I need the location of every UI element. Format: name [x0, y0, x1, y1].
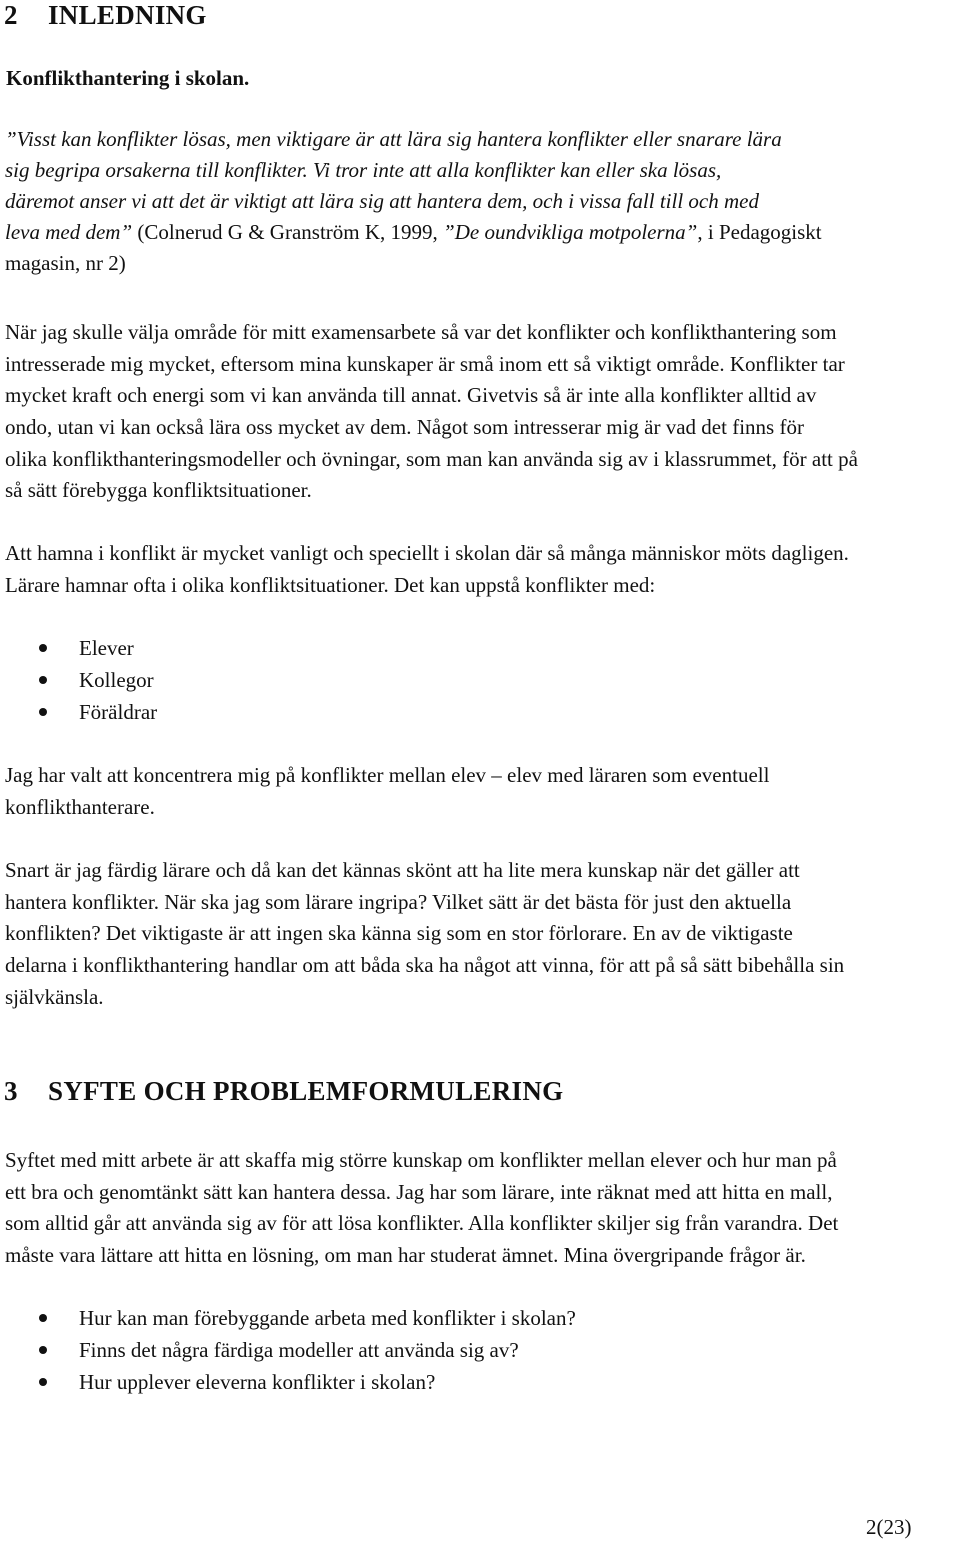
text-line: Jag har valt att koncentrera mig på konflikter mellan elev – elev med läraren som eventuell	[5, 763, 770, 787]
bullet-icon	[39, 708, 47, 716]
section-title: INLEDNING	[48, 0, 207, 30]
text-line: mycket kraft och energi som vi kan använda till annat. Givetvis så är inte alla konflikter alltid av	[5, 383, 817, 408]
conflict-parties-list	[0, 632, 157, 728]
quote-text-italic: däremot anser vi att det är viktigt att lära sig att hantera dem, och i vissa fall till och med	[5, 189, 759, 213]
text-line: hantera konflikter. När ska jag som lärare ingripa? Vilket sätt är det bästa för just den aktuella	[5, 889, 792, 914]
quote-text-italic: sig begripa orsakerna till konflikter. Vi tror inte att alla konflikter kan eller ska lösas,	[5, 158, 722, 182]
page-number: 2(23)	[866, 1515, 912, 1539]
paragraph-focus	[5, 760, 955, 823]
paragraph-motivation	[5, 317, 955, 507]
quote-paragraph	[5, 124, 955, 279]
research-questions-list	[0, 1302, 576, 1398]
text-line: Att hamna i konflikt är mycket vanligt och speciellt i skolan där så många människor möts dagligen.	[5, 541, 849, 565]
quote-text: (Colnerud G & Granström K, 1999,	[132, 220, 444, 244]
list-item: Elever	[0, 632, 157, 664]
bullet-icon	[39, 1346, 47, 1354]
quote-text: , i Pedagogiskt	[697, 220, 822, 244]
text-line: delarna i konflikthantering handlar om att båda ska ha något att vinna, för att på så sätt bibehålla sin	[5, 953, 845, 978]
bullet-icon	[39, 644, 47, 652]
text-line: intresserade mig mycket, eftersom mina kunskaper är små inom ett så viktigt område. Konflikter tar	[5, 351, 845, 376]
section-number: 3	[4, 1076, 18, 1106]
list-item: Finns det några färdiga modeller att använda sig av?	[0, 1334, 576, 1366]
quote-line	[5, 217, 955, 248]
text-line: Snart är jag färdig lärare och då kan det kännas skönt att ha lite mera kunskap när det gäller att	[5, 858, 800, 882]
list-item: Föräldrar	[0, 696, 157, 728]
bullet-icon	[39, 1378, 47, 1386]
quote-line	[5, 124, 955, 155]
quote-text-italic: ”De oundvikliga motpolerna”	[443, 220, 698, 244]
paragraph-purpose	[5, 1145, 955, 1272]
quote-line	[5, 155, 955, 186]
quote-text-italic: leva med dem”	[5, 220, 133, 244]
text-line: konflikthanterare.	[5, 794, 155, 819]
quote-text-italic: ”Visst kan konflikter lösas, men viktigare är att lära sig hantera konflikter eller snarare lära	[5, 127, 782, 151]
list-item: Hur upplever eleverna konflikter i skolan?	[0, 1366, 576, 1398]
text-line: som alltid går att använda sig av för att lösa konflikter. Alla konflikter skiljer sig från varandra. Det	[5, 1211, 839, 1236]
paragraph-teacher	[5, 855, 955, 1013]
text-line: självkänsla.	[5, 984, 104, 1009]
section-heading-inledning	[4, 0, 207, 31]
list-item: Hur kan man förebyggande arbeta med konflikter i skolan?	[0, 1302, 576, 1334]
paragraph-conflict-common	[5, 538, 955, 601]
bullet-icon	[39, 676, 47, 684]
text-line: När jag skulle välja område för mitt examensarbete så var det konflikter och konflikthantering som	[5, 320, 837, 344]
quote-line	[5, 186, 955, 217]
bullet-icon	[39, 1314, 47, 1322]
quote-text: magasin, nr 2)	[5, 251, 126, 275]
text-line: ondo, utan vi kan också lära oss mycket av dem. Något som intresserar mig är vad det finns för	[5, 415, 804, 440]
text-line: Lärare hamnar ofta i olika konfliktsituationer. Det kan uppstå konflikter med:	[5, 572, 656, 597]
text-line: måste vara lättare att hitta en lösning, om man har studerat ämnet. Mina övergripande frågor är.	[5, 1243, 806, 1268]
text-line: olika konflikthanteringsmodeller och övningar, som man kan använda sig av i klassrummet, för att på	[5, 446, 858, 471]
section-title: SYFTE OCH PROBLEMFORMULERING	[48, 1076, 564, 1106]
text-line: ett bra och genomtänkt sätt kan hantera dessa. Jag har som lärare, inte räknat med att hitta en mall,	[5, 1179, 833, 1204]
text-line: Syftet med mitt arbete är att skaffa mig större kunskap om konflikter mellan elever och hur man på	[5, 1148, 837, 1172]
section-number: 2	[4, 0, 18, 30]
subheading: Konflikthantering i skolan.	[6, 66, 250, 90]
list-item: Kollegor	[0, 664, 157, 696]
section-heading-syfte	[4, 1076, 563, 1107]
text-line: så sätt förebygga konfliktsituationer.	[5, 478, 312, 503]
quote-line	[5, 248, 955, 279]
text-line: konflikten? Det viktigaste är att ingen ska känna sig som en stor förlorare. En av de viktigaste	[5, 921, 793, 946]
